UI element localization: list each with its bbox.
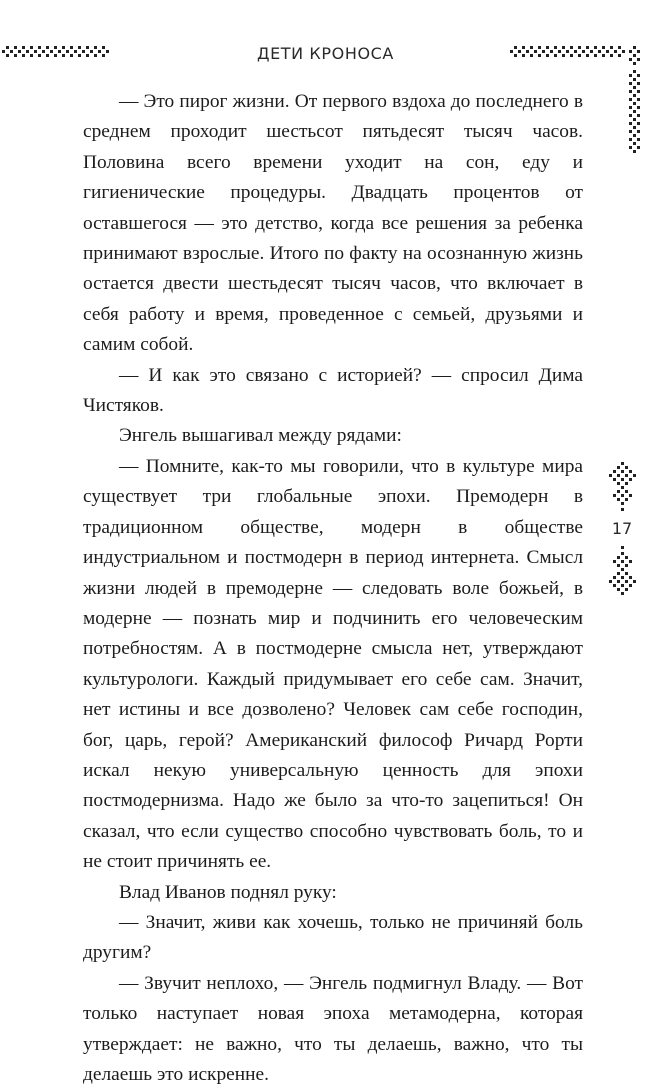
body-text [83, 87, 583, 1090]
paragraph: — Звучит неплохо, — Энгель подмигнул Владу. — Вот только наступает новая эпоха метамодерна, которая утверждает: не важно, что ты делаешь, важно, что ты делаешь это искренне. [83, 972, 583, 1085]
paragraph: — Помните, как-то мы говорили, что в культуре мира существует три глобальные эпохи. Премодерн в традиционном обществе, модерн в обществе индустриальном и постмодерн в период интернета. Смысл жизни людей в премодерне — следовать воле божьей, в модерне — познать мир и подчинить его человеческим потребностям. А в постмодерне смысла нет, утверждают культурологи. Каждый придумывает его себе сам. Значит, нет истины и все дозволено? Человек сам себе господин, бог, царь, герой? Американский философ Ричард Рорти искал некую универсальную ценность для эпохи постмодернизма. Надо же было за что-то зацепиться! Он сказал, что если существо способно чувствовать боль, то и не стоит причинять ее. [83, 455, 583, 873]
paragraph: Влад Иванов поднял руку: [119, 881, 337, 903]
paragraph: — И как это связано с историей? — спросил Дима Чистяков. [83, 364, 583, 417]
paragraph: Энгель вышагивал между рядами: [119, 425, 402, 447]
side-ornament-lower [608, 546, 638, 598]
page-number: 17 [611, 519, 633, 538]
side-ornament-upper [608, 462, 638, 514]
running-head-title: ДЕТИ КРОНОСА [257, 44, 394, 63]
paragraph: — Это пирог жизни. От первого вздоха до последнего в среднем проходит шестьсот пятьдесят тысяч часов. Половина всего времени уходит на сон, еду и гигиенические процедуры. Двадцать процентов от оставшегося — это детство, когда все решения за ребенка принимают взрослые. Итого по факту на осознанную жизнь остается двести шестьдесят тысяч часов, что включает в себя работу и время, проведенное с семьей, друзьями и самим собой. [83, 91, 583, 356]
cross-stitch-motif-icon [608, 462, 638, 514]
paragraph: — Значит, живи как хочешь, только не причиняй боль другим? [83, 911, 583, 964]
cross-stitch-motif-icon [608, 546, 638, 598]
